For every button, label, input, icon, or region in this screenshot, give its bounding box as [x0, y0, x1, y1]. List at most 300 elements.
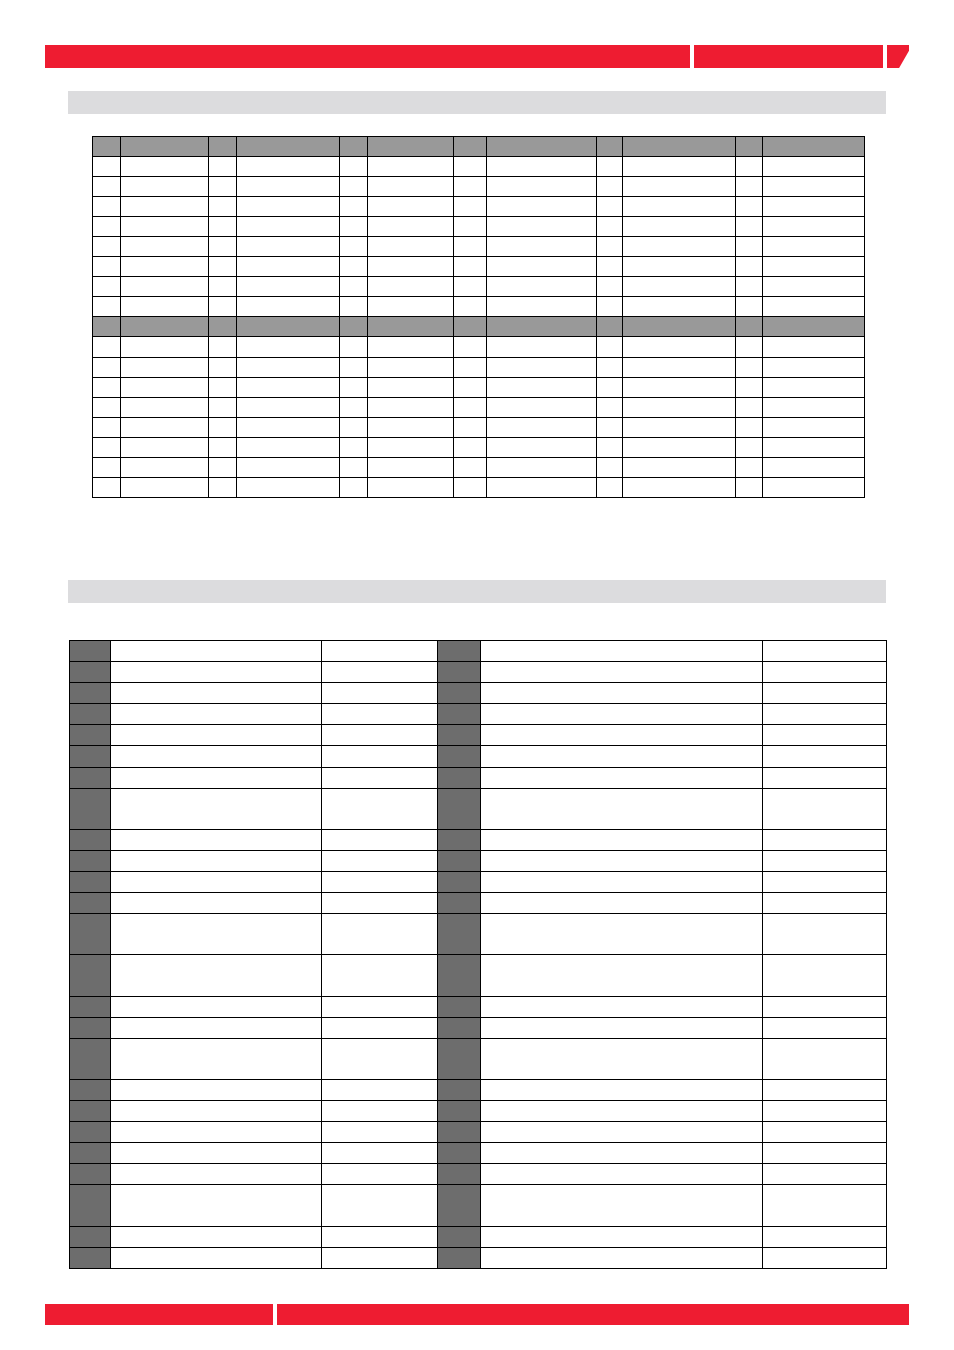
table-1-cell	[93, 277, 121, 297]
table-2-key-cell	[438, 1247, 481, 1268]
table-2-cell	[763, 1038, 887, 1079]
table-2-key-cell	[438, 914, 481, 955]
table-1-cell	[597, 237, 623, 257]
table-2-cell	[763, 1122, 887, 1143]
table-1-cell	[454, 257, 487, 277]
table-1-cell	[209, 437, 237, 457]
table-2-cell	[763, 893, 887, 914]
table-2-cell	[322, 1101, 438, 1122]
table-1-cell	[121, 257, 209, 277]
table-1-cell	[368, 197, 454, 217]
table-2-cell	[763, 704, 887, 725]
table-2-key-cell	[438, 725, 481, 746]
table-2-cell	[481, 767, 763, 788]
table-1-cell	[597, 457, 623, 477]
table-1-header-cell	[623, 137, 736, 157]
table-1-cell	[368, 177, 454, 197]
table-1-cell	[209, 397, 237, 417]
table-1-cell	[340, 157, 368, 177]
table-1-cell	[623, 177, 736, 197]
table-1-row	[93, 297, 865, 317]
table-1-cell	[93, 217, 121, 237]
table-2-cell	[481, 955, 763, 996]
grid-table-2	[69, 640, 887, 1269]
table-1-cell	[597, 197, 623, 217]
header-bar-right	[694, 45, 883, 68]
table-1-cell	[368, 237, 454, 257]
table-2-cell	[322, 914, 438, 955]
table-1-cell	[340, 277, 368, 297]
section-heading-bar-2	[68, 580, 886, 603]
table-2-row	[70, 893, 887, 914]
table-2-cell	[763, 683, 887, 704]
table-1-header-cell	[368, 317, 454, 337]
table-1-row	[93, 377, 865, 397]
table-1-cell	[736, 337, 763, 357]
table-1-cell	[209, 157, 237, 177]
table-1-header-cell	[454, 137, 487, 157]
table-2-key-cell	[70, 829, 111, 850]
table-1-cell	[93, 197, 121, 217]
table-2-cell	[111, 662, 322, 683]
table-1-cell	[454, 297, 487, 317]
table-1-cell	[340, 457, 368, 477]
table-1-cell	[623, 357, 736, 377]
table-2-cell	[763, 767, 887, 788]
table-2-key-cell	[438, 704, 481, 725]
table-2-key-cell	[438, 1101, 481, 1122]
table-1-cell	[209, 257, 237, 277]
table-1-cell	[121, 357, 209, 377]
table-2-key-cell	[438, 955, 481, 996]
table-1-cell	[237, 337, 340, 357]
table-1-header-cell	[597, 317, 623, 337]
table-2-cell	[322, 1226, 438, 1247]
table-2-row	[70, 1079, 887, 1100]
table-1-cell	[487, 177, 597, 197]
table-1-header-cell	[736, 137, 763, 157]
table-1-cell	[93, 477, 121, 497]
table-2-cell	[111, 996, 322, 1017]
table-1-row	[93, 177, 865, 197]
table-2-row	[70, 955, 887, 996]
table-2-cell	[322, 955, 438, 996]
table-1-cell	[237, 157, 340, 177]
table-1-cell	[763, 397, 865, 417]
table-1-header-cell	[340, 317, 368, 337]
table-1-row	[93, 357, 865, 377]
table-1-row	[93, 197, 865, 217]
table-2-cell	[763, 746, 887, 767]
table-2-key-cell	[70, 683, 111, 704]
table-2-cell	[322, 996, 438, 1017]
table-1-cell	[487, 217, 597, 237]
table-1-cell	[454, 477, 487, 497]
table-1-cell	[597, 277, 623, 297]
table-2-row	[70, 850, 887, 871]
table-2-row	[70, 662, 887, 683]
table-1-header-row	[93, 137, 865, 157]
table-2-cell	[322, 1038, 438, 1079]
table-1-cell	[237, 397, 340, 417]
table-1-cell	[209, 377, 237, 397]
table-2-row	[70, 1143, 887, 1164]
table-2-cell	[322, 788, 438, 829]
table-2-cell	[322, 1185, 438, 1226]
table-1-cell	[736, 417, 763, 437]
table-2-row	[70, 1122, 887, 1143]
table-1-cell	[209, 277, 237, 297]
table-2-key-cell	[70, 872, 111, 893]
table-2-cell	[111, 641, 322, 662]
table-2-cell	[481, 829, 763, 850]
table-2-cell	[763, 872, 887, 893]
table-1-cell	[93, 437, 121, 457]
table-1-cell	[736, 477, 763, 497]
header-corner-mark	[887, 45, 909, 68]
table-1-cell	[209, 297, 237, 317]
table-1-header-cell	[736, 317, 763, 337]
table-2-cell	[111, 914, 322, 955]
table-2-row	[70, 829, 887, 850]
table-2-cell	[111, 893, 322, 914]
table-1-cell	[121, 477, 209, 497]
table-2-key-cell	[438, 996, 481, 1017]
table-1-row	[93, 237, 865, 257]
table-1-header-cell	[237, 317, 340, 337]
table-1-cell	[237, 437, 340, 457]
table-1-header-cell	[597, 137, 623, 157]
table-2-cell	[322, 1143, 438, 1164]
table-1-cell	[121, 237, 209, 257]
table-1-header-cell	[340, 137, 368, 157]
table-1-row	[93, 417, 865, 437]
table-1-cell	[340, 177, 368, 197]
table-2-cell	[481, 1038, 763, 1079]
table-1-cell	[340, 377, 368, 397]
table-2-key-cell	[438, 829, 481, 850]
table-2-key-cell	[70, 1122, 111, 1143]
table-2-cell	[111, 1017, 322, 1038]
table-2-key-cell	[70, 1185, 111, 1226]
table-2-cell	[481, 1101, 763, 1122]
table-1-cell	[121, 177, 209, 197]
table-1-cell	[487, 377, 597, 397]
grid-table-1	[92, 136, 865, 498]
table-1-cell	[487, 277, 597, 297]
table-1-cell	[454, 157, 487, 177]
table-2-key-cell	[438, 1017, 481, 1038]
table-1-cell	[597, 417, 623, 437]
table-1-cell	[93, 457, 121, 477]
table-1-cell	[597, 337, 623, 357]
table-2-cell	[111, 1079, 322, 1100]
table-1-cell	[368, 377, 454, 397]
table-1-cell	[763, 457, 865, 477]
table-2-cell	[481, 704, 763, 725]
table-2-cell	[481, 1079, 763, 1100]
table-1-cell	[623, 217, 736, 237]
table-2-cell	[481, 893, 763, 914]
table-1-cell	[487, 437, 597, 457]
table-1-cell	[623, 397, 736, 417]
table-2-key-cell	[438, 1185, 481, 1226]
table-1-cell	[487, 397, 597, 417]
table-1-cell	[623, 277, 736, 297]
table-2-cell	[481, 683, 763, 704]
table-2-cell	[481, 914, 763, 955]
table-2-cell	[322, 662, 438, 683]
table-1-cell	[209, 357, 237, 377]
table-2-row	[70, 767, 887, 788]
table-2-cell	[763, 850, 887, 871]
header-bar	[45, 45, 690, 68]
table-2-cell	[322, 1017, 438, 1038]
table-2-row	[70, 1226, 887, 1247]
table-2-key-cell	[70, 1017, 111, 1038]
table-1-cell	[763, 297, 865, 317]
table-2-cell	[763, 1017, 887, 1038]
table-2-cell	[111, 1247, 322, 1268]
table-2-key-cell	[438, 893, 481, 914]
table-1-cell	[763, 217, 865, 237]
table-2-key-cell	[70, 1226, 111, 1247]
footer-bar-right	[277, 1304, 909, 1325]
table-1-cell	[340, 437, 368, 457]
table-2-cell	[481, 1164, 763, 1185]
table-2-cell	[111, 725, 322, 746]
table-1-cell	[209, 217, 237, 237]
table-1-cell	[454, 377, 487, 397]
table-1-header-cell	[121, 137, 209, 157]
table-1-row	[93, 337, 865, 357]
table-1-cell	[736, 297, 763, 317]
section-heading-bar-1	[68, 91, 886, 114]
table-1-cell	[487, 457, 597, 477]
table-2-row	[70, 641, 887, 662]
table-2-key-cell	[438, 788, 481, 829]
table-2-key-cell	[438, 1143, 481, 1164]
table-2-cell	[481, 850, 763, 871]
table-1-cell	[454, 417, 487, 437]
table-1-cell	[487, 257, 597, 277]
table-2-cell	[111, 1122, 322, 1143]
table-2-cell	[322, 872, 438, 893]
table-1-cell	[340, 237, 368, 257]
table-1-header-cell	[237, 137, 340, 157]
table-1-cell	[368, 297, 454, 317]
table-1-header-cell	[763, 317, 865, 337]
table-1-header-cell	[487, 137, 597, 157]
table-1-cell	[340, 197, 368, 217]
table-2-cell	[111, 1038, 322, 1079]
table-2-cell	[763, 641, 887, 662]
table-2-key-cell	[70, 1079, 111, 1100]
table-2-cell	[481, 662, 763, 683]
table-1-cell	[368, 477, 454, 497]
table-2-cell	[322, 725, 438, 746]
table-1-cell	[340, 217, 368, 237]
table-2-cell	[481, 1017, 763, 1038]
table-2-key-cell	[70, 704, 111, 725]
table-1-cell	[763, 197, 865, 217]
table-1-cell	[368, 417, 454, 437]
table-2-row	[70, 1017, 887, 1038]
table-1-cell	[623, 157, 736, 177]
table-2-cell	[111, 872, 322, 893]
table-1-cell	[623, 457, 736, 477]
table-2-key-cell	[438, 662, 481, 683]
table-1-cell	[454, 437, 487, 457]
table-1-cell	[368, 337, 454, 357]
table-1-cell	[340, 357, 368, 377]
table-1-cell	[209, 337, 237, 357]
table-1-cell	[736, 277, 763, 297]
table-2-key-cell	[438, 767, 481, 788]
table-2-cell	[111, 746, 322, 767]
table-2-key-cell	[438, 641, 481, 662]
table-2-key-cell	[70, 788, 111, 829]
table-1-cell	[763, 377, 865, 397]
table-2-key-cell	[70, 1143, 111, 1164]
table-1-cell	[121, 337, 209, 357]
table-2-cell	[763, 1079, 887, 1100]
table-1-cell	[623, 417, 736, 437]
table-1-row	[93, 477, 865, 497]
table-1-cell	[209, 237, 237, 257]
table-2-row	[70, 1101, 887, 1122]
table-1-cell	[209, 477, 237, 497]
table-1-cell	[93, 337, 121, 357]
table-2-key-cell	[438, 1122, 481, 1143]
table-2-row	[70, 725, 887, 746]
table-1-header-cell	[93, 317, 121, 337]
table-1-cell	[736, 237, 763, 257]
table-1-cell	[121, 157, 209, 177]
table-2-key-cell	[438, 850, 481, 871]
table-1-row	[93, 157, 865, 177]
table-1-cell	[487, 297, 597, 317]
table-2-cell	[763, 1101, 887, 1122]
table-1-cell	[454, 277, 487, 297]
table-1-cell	[454, 237, 487, 257]
table-1-cell	[454, 177, 487, 197]
table-2-cell	[322, 767, 438, 788]
table-1-cell	[368, 257, 454, 277]
table-2-key-cell	[438, 872, 481, 893]
table-1-cell	[487, 417, 597, 437]
table-1-cell	[237, 217, 340, 237]
table-1-cell	[93, 417, 121, 437]
table-1-cell	[763, 157, 865, 177]
table-2-cell	[763, 1185, 887, 1226]
table-1-header-cell	[454, 317, 487, 337]
table-1-cell	[121, 397, 209, 417]
table-1-cell	[340, 477, 368, 497]
table-1-cell	[597, 377, 623, 397]
table-1-cell	[623, 257, 736, 277]
table-1-cell	[121, 217, 209, 237]
table-1-row	[93, 397, 865, 417]
table-2-cell	[111, 1143, 322, 1164]
table-1-cell	[237, 297, 340, 317]
table-2-cell	[763, 1143, 887, 1164]
table-1-header-cell	[623, 317, 736, 337]
table-1-cell	[368, 277, 454, 297]
table-2-cell	[763, 955, 887, 996]
table-2-cell	[481, 725, 763, 746]
table-1-cell	[763, 417, 865, 437]
table-2-cell	[111, 850, 322, 871]
table-2-key-cell	[70, 662, 111, 683]
table-2-key-cell	[70, 914, 111, 955]
table-2-cell	[111, 683, 322, 704]
table-1-cell	[454, 337, 487, 357]
table-1-cell	[368, 217, 454, 237]
table-1-cell	[340, 297, 368, 317]
table-2-cell	[763, 996, 887, 1017]
table-1-cell	[623, 237, 736, 257]
table-2-cell	[322, 1164, 438, 1185]
table-2-cell	[322, 850, 438, 871]
table-1-cell	[736, 177, 763, 197]
table-2-key-cell	[438, 1164, 481, 1185]
table-2-key-cell	[70, 1101, 111, 1122]
table-2-cell	[481, 641, 763, 662]
table-1-cell	[121, 377, 209, 397]
table-2-key-cell	[70, 955, 111, 996]
table-1-cell	[763, 257, 865, 277]
table-1-cell	[93, 157, 121, 177]
table-1-cell	[763, 357, 865, 377]
table-2-cell	[763, 1226, 887, 1247]
table-1-cell	[237, 197, 340, 217]
table-1-cell	[487, 157, 597, 177]
table-2-cell	[763, 1164, 887, 1185]
table-1-cell	[454, 357, 487, 377]
table-1-cell	[623, 477, 736, 497]
table-1-cell	[368, 157, 454, 177]
table-1-cell	[597, 257, 623, 277]
table-1-cell	[121, 457, 209, 477]
table-1-cell	[454, 197, 487, 217]
table-2-cell	[481, 1185, 763, 1226]
table-2-cell	[763, 725, 887, 746]
table-2-key-cell	[70, 1247, 111, 1268]
table-2-key-cell	[70, 746, 111, 767]
table-1-cell	[623, 377, 736, 397]
table-1-cell	[487, 337, 597, 357]
table-1-cell	[736, 257, 763, 277]
table-1-cell	[340, 257, 368, 277]
table-2-cell	[763, 1247, 887, 1268]
table-1-cell	[597, 157, 623, 177]
table-1-cell	[736, 357, 763, 377]
table-2-cell	[111, 829, 322, 850]
table-1-cell	[597, 177, 623, 197]
table-2-cell	[481, 872, 763, 893]
table-2-cell	[763, 788, 887, 829]
table-2-cell	[481, 1143, 763, 1164]
table-1-cell	[763, 177, 865, 197]
table-1-cell	[736, 217, 763, 237]
table-1-cell	[209, 457, 237, 477]
table-1-cell	[736, 437, 763, 457]
table-2-cell	[111, 704, 322, 725]
table-2-cell	[322, 683, 438, 704]
table-1-cell	[763, 477, 865, 497]
table-2-cell	[111, 1226, 322, 1247]
